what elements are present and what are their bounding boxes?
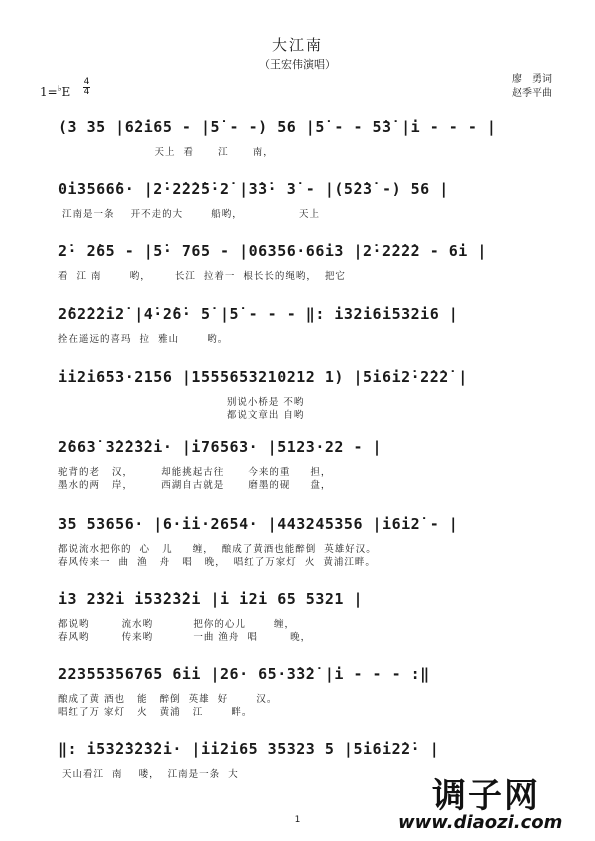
notation-line: 22355356765 6ii |26· 65·3̇3̇2̇ |i - - - :‖ — [58, 665, 430, 683]
notation-line: 35 53656· |6·ii·2654· |443245356 |i6i2̇ - | — [58, 515, 459, 533]
notation-line: ii2i653·2156 |1555653210212 1) |5i6i2̇·2̇2̇2̇ | — [58, 368, 468, 386]
lyric-line-2: 春风哟 传来哟 一曲 渔舟 唱 晚， — [58, 632, 312, 643]
lyric-line-1: 都说哟 流水哟 把你的心儿 缠， — [58, 619, 295, 630]
lyric-line-1: 驼背的老 汉， 却能挑起古往 今来的重 担， — [58, 467, 332, 478]
lyric-line-2: 都说文章出 自哟 — [58, 410, 305, 421]
lyricist-credit: 廖 勇词 — [512, 74, 552, 85]
watermark-logo-text: 调子网 — [432, 776, 540, 816]
song-subtitle: （王宏伟演唱） — [259, 58, 336, 71]
lyric-line-1: 酿成了黄 酒也 能 醉倒 英雄 好 汉。 — [58, 694, 278, 705]
composer-credit: 赵季平曲 — [512, 88, 552, 99]
key-signature: 1=♭E — [40, 84, 71, 99]
lyric-line-1: 天上 看 江 南， — [58, 147, 274, 158]
lyric-line-1: 都说流水把你的 心 儿 缠， 酿成了黄酒也能醉倒 英雄好汉。 — [58, 544, 377, 555]
notation-line: 0i3566̇6· |2̇·2̇2̇2̇5̇·2̇ |3̇3̇· 3̇ - |(5̇2̇3̇ -) 56 | — [58, 180, 449, 198]
lyric-line-1: 天山看江 南 喽， 江南是一条 大 — [58, 769, 239, 780]
song-title: 大江南 — [271, 36, 323, 54]
lyric-line-2: 墨水的两 岸， 西湖自古就是 磨墨的砚 盘， — [58, 480, 332, 491]
lyric-line-1: 江南是一条 开不走的大 船哟， 天上 — [58, 209, 321, 220]
lyric-line-2: 唱红了万 家灯 火 黄浦 江 畔。 — [58, 707, 253, 718]
notation-line: 2̇· 2̇65 - |5̇· 765 - |06356·66i3 |2̇·2̇2̇2̇2 - 6i | — [58, 242, 487, 260]
notation-line: i3 2̇3̇2i i53̇2̇3̇2i |i i2i 65 5321 | — [58, 590, 363, 608]
notation-line: ‖: i53̇2̇3̇2̇3̇2i· |ii2i65 35323 5 |5i6i2̇2̇· | — [58, 740, 440, 758]
lyric-line-1: 拴在遥远的喜玛 拉 雅山 哟。 — [58, 334, 229, 345]
lyric-line-1: 别说小桥是 不哟 — [58, 397, 305, 408]
notation-line: (3 35 |6̇2̇i65 - |5̇ - -) 56 |5̇ - - 5̇3̇ |i - - - | — [58, 118, 497, 136]
lyric-line-2: 春风传来一 曲 渔 舟 唱 晚， 唱红了万家灯 火 黄浦江畔。 — [58, 557, 376, 568]
lyric-line-1: 看 江 南 哟， 长江 拉着一 根长长的绳哟， 把它 — [58, 271, 346, 282]
notation-line: 2̇62̇2̇2̇i2̇ |4̇·2̇6̇· 5̇ |5̇ - - - ‖: i32i6i532i6 | — [58, 305, 459, 323]
page-number: 1 — [294, 815, 301, 825]
time-signature: 4 4 — [83, 77, 90, 97]
watermark-url[interactable]: www.diaozi.com — [398, 812, 563, 833]
notation-line: 2̇663̇ 3̇2̇2̇3̇2i· |i76563· |5123·22 - | — [58, 438, 383, 456]
